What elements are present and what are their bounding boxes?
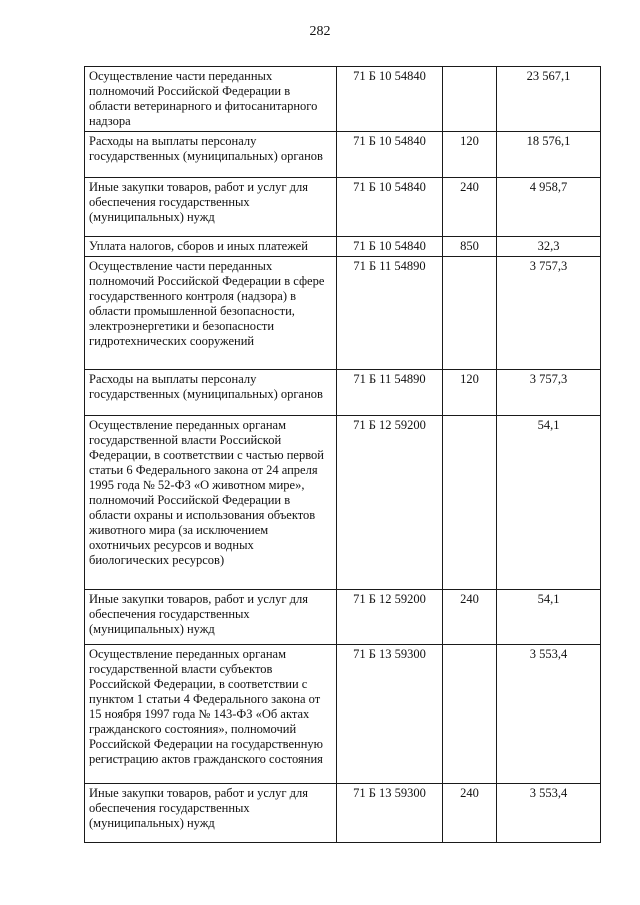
row-amount: 3 553,4 <box>497 645 601 784</box>
row-code: 71 Б 11 54890 <box>337 257 443 370</box>
row-kind: 120 <box>443 132 497 178</box>
row-kind: 850 <box>443 237 497 257</box>
row-name: Иные закупки товаров, работ и услуг для обеспечения государственных (муниципальных) нужд <box>85 784 337 843</box>
row-amount: 3 757,3 <box>497 370 601 416</box>
table-row <box>85 178 601 237</box>
row-name: Расходы на выплаты персоналу государственных (муниципальных) органов <box>85 132 337 178</box>
row-name: Расходы на выплаты персоналу государственных (муниципальных) органов <box>85 370 337 416</box>
row-name: Осуществление части переданных полномочий Российской Федерации в области ветеринарного и фитосанитарного надзора <box>85 67 337 132</box>
row-name: Осуществление части переданных полномочий Российской Федерации в сфере государственного контроля (надзора) в области промышленной безопасности, электроэнергетики и безопасности гидротехнических сооружений <box>85 257 337 370</box>
row-amount: 54,1 <box>497 590 601 645</box>
row-code: 71 Б 13 59300 <box>337 645 443 784</box>
table-row <box>85 645 601 784</box>
row-name: Осуществление переданных органам государственной власти субъектов Российской Федерации, в соответствии с пунктом 1 статьи 4 Федерального закона от 15 ноября 1997 года № 143-ФЗ «Об актах гражданского состояния», полномочий Российской Федерации на государственную регистрацию актов гражданского состояния <box>85 645 337 784</box>
table-row <box>85 67 601 132</box>
table-row <box>85 416 601 590</box>
row-code: 71 Б 10 54840 <box>337 132 443 178</box>
row-kind: 240 <box>443 784 497 843</box>
row-code: 71 Б 12 59200 <box>337 590 443 645</box>
row-kind <box>443 416 497 590</box>
row-amount: 18 576,1 <box>497 132 601 178</box>
budget-table <box>84 66 601 843</box>
table-row <box>85 237 601 257</box>
table-row <box>85 132 601 178</box>
row-kind: 240 <box>443 590 497 645</box>
row-name: Иные закупки товаров, работ и услуг для обеспечения государственных (муниципальных) нужд <box>85 178 337 237</box>
row-kind <box>443 645 497 784</box>
row-code: 71 Б 10 54840 <box>337 178 443 237</box>
row-code: 71 Б 13 59300 <box>337 784 443 843</box>
row-amount: 3 757,3 <box>497 257 601 370</box>
row-code: 71 Б 11 54890 <box>337 370 443 416</box>
table-row <box>85 590 601 645</box>
row-kind: 120 <box>443 370 497 416</box>
row-amount: 3 553,4 <box>497 784 601 843</box>
page-number: 282 <box>309 24 331 39</box>
row-amount: 32,3 <box>497 237 601 257</box>
row-code: 71 Б 10 54840 <box>337 237 443 257</box>
row-name: Иные закупки товаров, работ и услуг для обеспечения государственных (муниципальных) нужд <box>85 590 337 645</box>
row-code: 71 Б 10 54840 <box>337 67 443 132</box>
table-row <box>85 784 601 843</box>
row-kind <box>443 257 497 370</box>
row-kind: 240 <box>443 178 497 237</box>
row-kind <box>443 67 497 132</box>
row-name: Осуществление переданных органам государственной власти Российской Федерации, в соответствии с частью первой статьи 6 Федерального закона от 24 апреля 1995 года № 52-ФЗ «О животном мире», полномочий Российской Федерации в области охраны и использования объектов животного мира (за исключением охотничьих ресурсов и водных биологических ресурсов) <box>85 416 337 590</box>
row-amount: 54,1 <box>497 416 601 590</box>
row-amount: 4 958,7 <box>497 178 601 237</box>
row-amount: 23 567,1 <box>497 67 601 132</box>
row-code: 71 Б 12 59200 <box>337 416 443 590</box>
row-name: Уплата налогов, сборов и иных платежей <box>85 237 337 257</box>
table-row <box>85 257 601 370</box>
table-row <box>85 370 601 416</box>
